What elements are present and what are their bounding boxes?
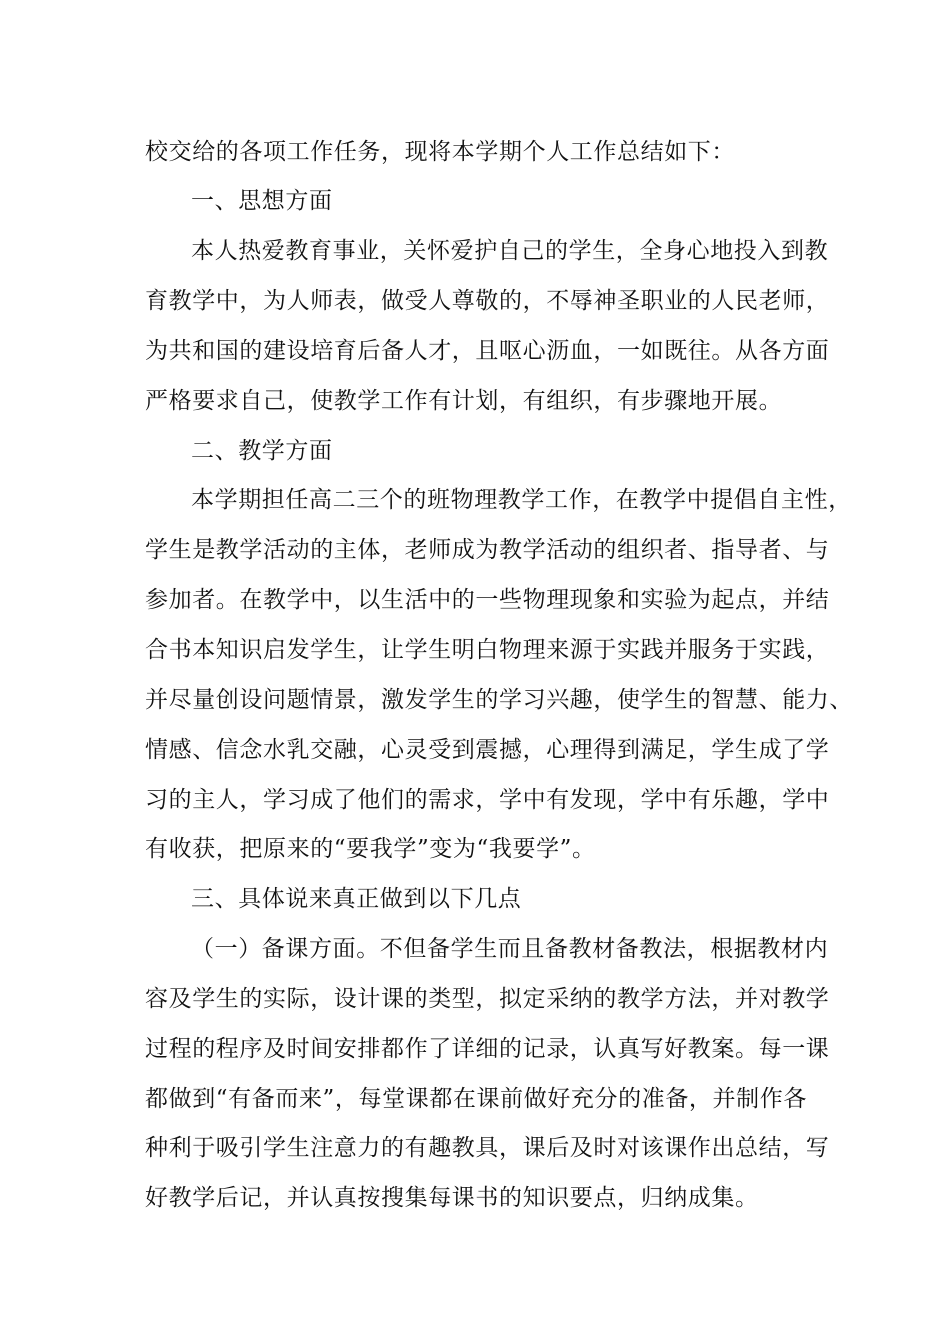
paragraph-line: 校交给的各项工作任务，现将本学期个人工作总结如下： <box>145 139 735 165</box>
paragraph-line: 种利于吸引学生注意力的有趣教具，课后及时对该课作出总结，写 <box>145 1135 830 1161</box>
paragraph-line: 情感、信念水乳交融，心灵受到震撼，心理得到满足，学生成了学 <box>145 737 830 763</box>
paragraph-line: 有收获，把原来的“要我学”变为“我要学”。 <box>145 836 596 862</box>
paragraph-line: 容及学生的实际，设计课的类型，拟定采纳的教学方法，并对教学 <box>145 986 830 1012</box>
paragraph-line: 本人热爱教育事业，关怀爱护自己的学生，全身心地投入到教 <box>191 238 829 264</box>
paragraph-line: 过程的程序及时间安排都作了详细的记录，认真写好教案。每一课 <box>145 1036 830 1062</box>
paragraph-line: 严格要求自己，使教学工作有计划，有组织，有步骤地开展。 <box>145 388 783 414</box>
paragraph-line: 学生是教学活动的主体，老师成为教学活动的组织者、指导者、与 <box>145 537 830 563</box>
section-heading-specifics: 三、具体说来真正做到以下几点 <box>191 886 522 912</box>
paragraph-line: 本学期担任高二三个的班物理教学工作，在教学中提倡自主性， <box>191 487 852 513</box>
paragraph-line: 合书本知识启发学生，让学生明白物理来源于实践并服务于实践， <box>145 637 830 663</box>
paragraph-line: 都做到“有备而来”，每堂课都在课前做好充分的准备，并制作各 <box>145 1086 807 1112</box>
paragraph-line: 为共和国的建设培育后备人才，且呕心沥血，一如既往。从各方面 <box>145 338 830 364</box>
paragraph-line: 习的主人，学习成了他们的需求，学中有发现，学中有乐趣，学中 <box>145 787 830 813</box>
section-heading-teaching: 二、教学方面 <box>191 438 333 464</box>
paragraph-line: （一）备课方面。不但备学生而且备教材备教法，根据教材内 <box>191 936 829 962</box>
paragraph-line: 并尽量创设问题情景，激发学生的学习兴趣，使学生的智慧、能力、 <box>145 687 853 713</box>
paragraph-line: 育教学中，为人师表，做受人尊敬的，不辱神圣职业的人民老师， <box>145 288 830 314</box>
paragraph-line: 好教学后记，并认真按搜集每课书的知识要点，归纳成集。 <box>145 1185 759 1211</box>
section-heading-thought: 一、思想方面 <box>191 188 333 214</box>
paragraph-line: 参加者。在教学中，以生活中的一些物理现象和实验为起点，并结 <box>145 587 830 613</box>
